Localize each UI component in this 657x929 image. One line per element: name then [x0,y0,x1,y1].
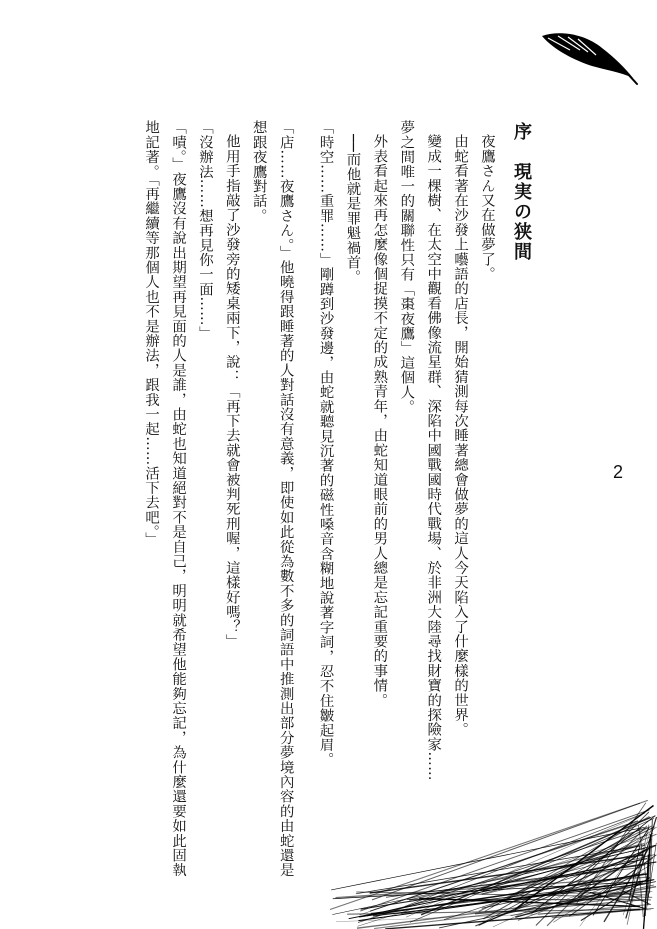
paragraph: 「時空……重罪……」剛蹲到沙發邊，由蛇就聽見沉著的磁性嗓音含糊地說著字詞，忍不住皺起眉。 [317,120,334,767]
paragraph: 夢之間唯一的關聯性只有「棗夜鷹」這個人。 [398,120,415,414]
paragraph: 「沒辦法……想再見你一面……」 [196,120,213,341]
paragraph: 變成一棵樹、在太空中觀看佛像流星群、深陷中國戰國時代戰場、於非洲大陸尋找財寶的探險家…… [425,134,442,782]
paragraph: 外表看起來再怎麼像個捉摸不定的成熟青年，由蛇知道眼前的男人總是忘記重要的事情。 [371,134,388,708]
chapter-title: 序 現実の狭間 [511,122,532,262]
paragraph: 「嘖。」夜鷹沒有說出期望再見面的人是誰，由蛇也知道絕對不是自己，明明就希望他能夠忘記，為什麼還要如此固執地記著。「再繼續等那個人也不是辦法，跟我一起……活下去吧。」 [143,120,187,878]
paragraph: 夜鷹さん又在做夢了。 [479,134,495,282]
page-number: 2 [613,462,624,482]
paragraph: 由蛇看著在沙發上囈語的店長，開始猜測每次睡著總會做夢的這人今天陷入了什麼樣的世界。 [452,134,469,738]
paragraph: 「店……夜鷹さん。」他曉得跟睡著的人對話沒有意義，即使如此從為數不多的詞語中推測出部分夢境內容的由蛇還是想跟夜鷹對話。 [250,120,294,878]
paragraph: ──而他就是罪魁禍首。 [344,134,361,285]
paragraph: 他用手指敲了沙發旁的矮桌兩下，說：「再下去就會被判死刑喔，這樣好嗎？」 [223,134,240,649]
